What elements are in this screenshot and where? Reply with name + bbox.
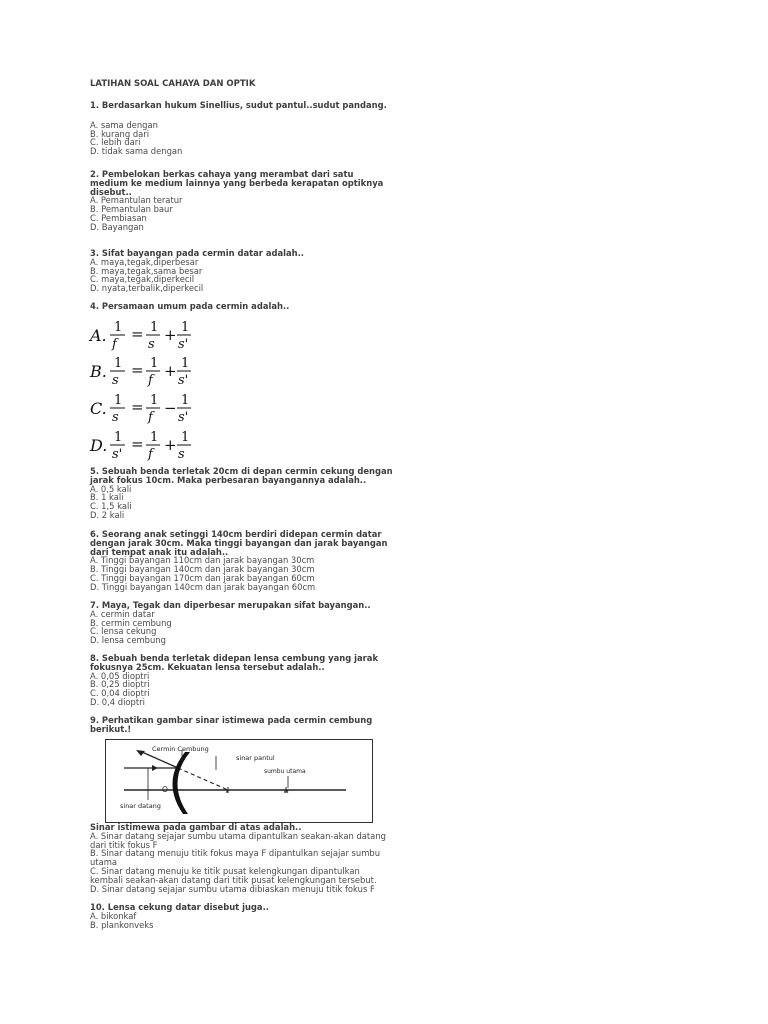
equation-a (90, 318, 210, 352)
question-2 (90, 170, 420, 232)
question-7-option-c: C. lensa cekung (90, 626, 157, 637)
question-6-text-line: dari tempat anak itu adalah.. (90, 546, 229, 557)
numerator: 1 (114, 320, 123, 335)
question-8-option-d: D. 0,4 dioptri (90, 696, 145, 707)
question-9-option-d-line: D. Sinar datang sejajar sumbu utama dibiaskan menuju titik fokus F (90, 883, 375, 894)
question-1-option-b: B. kurang dari (90, 128, 150, 139)
equation-d (90, 428, 210, 462)
equation-label: C. (90, 399, 107, 418)
ray-diagram (106, 740, 372, 822)
question-5-text-line: jarak fokus 10cm. Maka perbesaran bayangannya adalah.. (90, 474, 367, 485)
numerator: 1 (150, 430, 159, 445)
question-3-option-d: D. nyata,terbalik,diperkecil (90, 283, 204, 294)
denominator: f (112, 337, 117, 352)
question-5 (90, 467, 420, 520)
numerator: 1 (150, 393, 159, 408)
question-9-option-b-line: B. Sinar datang menuju titik fokus maya F dipantulkan sejajar sumbu (90, 848, 380, 859)
question-2-option-b: B. Pemantulan baur (90, 204, 173, 215)
question-3-option-b: B. maya,tegak,sama besar (90, 265, 203, 276)
question-9-option-c-line: kembali seakan-akan datang dari titik pusat kelengkungan tersebut. (90, 874, 377, 885)
denominator: f (148, 410, 153, 425)
denominator: s (112, 373, 119, 388)
question-3-text: 3. Sifat bayangan pada cermin datar adalah.. (90, 248, 304, 258)
denominator: s' (178, 337, 189, 352)
question-9-text-line: berikut.! (90, 723, 132, 734)
equation-label: B. (90, 362, 107, 381)
question-2-option-c: C. Pembiasan (90, 212, 147, 223)
question-3-option-c: C. maya,tegak,diperkecil (90, 274, 195, 285)
denominator: s (178, 447, 185, 462)
convex-mirror-shape (172, 752, 190, 814)
question-5-text-line: 5. Sebuah benda terletak 20cm di depan cermin cekung dengan (90, 466, 393, 476)
center-label: M (284, 790, 289, 795)
equation-label: A. (90, 326, 107, 345)
numerator: 1 (181, 356, 190, 371)
virtual-ray-dashed-line (178, 768, 228, 790)
question-9-option-c-line: C. Sinar datang menuju ke titik pusat kelengkungan dipantulkan (90, 865, 360, 876)
question-4-option-d (90, 428, 210, 462)
incident-ray-label: sinar datang (120, 802, 161, 810)
question-1-option-c: C. lebih dari (90, 137, 141, 148)
numerator: 1 (181, 393, 190, 408)
question-9-option-b-line: utama (90, 857, 118, 868)
equation-b (90, 354, 210, 388)
question-6-text-line: 6. Seorang anak setinggi 140cm berdiri didepan cermin datar (90, 529, 382, 539)
question-5-option-a: A. 0,5 kali (90, 483, 132, 494)
question-7-text: 7. Maya, Tegak dan diperbesar merupakan sifat bayangan.. (90, 600, 371, 610)
numerator: 1 (181, 430, 190, 445)
equation-c (90, 391, 210, 425)
question-4-text: 4. Persamaan umum pada cermin adalah.. (90, 301, 290, 311)
question-1-option-d: D. tidak sama dengan (90, 146, 183, 157)
question-2-text-line: disebut.. (90, 186, 132, 197)
convex-mirror-diagram (105, 739, 373, 823)
question-7-option-d: D. lensa cembung (90, 635, 166, 646)
question-7-option-b: B. cermin cembung (90, 617, 172, 628)
question-3 (90, 249, 420, 293)
question-8 (90, 654, 420, 707)
question-1 (90, 101, 420, 156)
numerator: 1 (150, 320, 159, 335)
question-9-option-a-line: A. Sinar datang sejajar sumbu utama dipantulkan seakan-akan datang (90, 830, 386, 841)
reflected-ray-label: sinar pantul (236, 754, 275, 762)
denominator: s (148, 337, 155, 352)
numerator: 1 (114, 356, 123, 371)
question-2-text-line: medium ke medium lainnya yang berbeda kerapatan optiknya (90, 177, 384, 188)
operator-sign: + (164, 326, 177, 344)
denominator: s' (178, 410, 189, 425)
question-4-option-b (90, 354, 210, 388)
denominator: f (148, 373, 153, 388)
equals-sign: = (131, 435, 144, 453)
origin-label: O (162, 785, 168, 794)
question-9 (90, 716, 420, 734)
question-7 (90, 601, 420, 645)
operator-sign: + (164, 436, 177, 454)
question-10 (90, 903, 420, 929)
question-9-option-a-line: dari titik fokus F (90, 839, 158, 850)
question-8-option-c: C. 0,04 dioptri (90, 688, 150, 699)
question-8-option-a: A. 0,05 dioptri (90, 670, 150, 681)
question-2-option-d: D. Bayangan (90, 221, 144, 232)
denominator: s' (178, 373, 189, 388)
focus-label: F (226, 790, 230, 795)
question-8-option-b: B. 0,25 dioptri (90, 679, 150, 690)
question-10-option-a: A. bikonkaf (90, 910, 137, 921)
question-6 (90, 530, 420, 592)
question-9-answers (90, 823, 410, 893)
equation-label: D. (90, 436, 108, 455)
numerator: 1 (114, 430, 123, 445)
question-5-option-c: C. 1,5 kali (90, 501, 132, 512)
question-6-option-b: B. Tinggi bayangan 140cm dan jarak bayangan 30cm (90, 564, 315, 575)
operator-sign: + (164, 362, 177, 380)
numerator: 1 (114, 393, 123, 408)
question-1-text: 1. Berdasarkan hukum Sinellius, sudut pantul..sudut pandang. (90, 100, 387, 110)
equals-sign: = (131, 325, 144, 343)
question-9-text-line: 9. Perhatikan gambar sinar istimewa pada cermin cembung (90, 715, 373, 725)
mirror-label: Cermin Cembung (152, 745, 209, 753)
denominator: s (112, 410, 119, 425)
reflected-ray-line (142, 752, 178, 768)
question-9-subtext: Sinar istimewa pada gambar di atas adalah.. (90, 822, 302, 832)
question-4-option-a (90, 318, 210, 352)
question-2-option-a: A. Pemantulan teratur (90, 195, 183, 206)
denominator: s' (112, 447, 123, 462)
question-10-option-b: B. plankonveks (90, 919, 154, 930)
document-title: LATIHAN SOAL CAHAYA DAN OPTIK (90, 79, 256, 89)
question-4 (90, 302, 420, 311)
incident-ray-arrow-icon (152, 765, 158, 771)
operator-sign: − (164, 399, 177, 417)
question-7-option-a: A. cermin datar (90, 608, 155, 619)
question-4-option-c (90, 391, 210, 425)
numerator: 1 (150, 356, 159, 371)
question-1-option-a: A. sama dengan (90, 119, 158, 130)
question-6-option-d: D. Tinggi bayangan 140cm dan jarak bayangan 60cm (90, 581, 316, 592)
equals-sign: = (131, 361, 144, 379)
denominator: f (148, 447, 153, 462)
question-3-option-a: A. maya,tegak,diperbesar (90, 256, 199, 267)
question-5-option-d: D. 2 kali (90, 509, 125, 520)
question-6-text-line: dengan jarak 30cm. Maka tinggi bayangan dan jarak bayangan (90, 537, 388, 548)
principal-axis-label: sumbu utama (264, 768, 306, 775)
question-10-text: 10. Lensa cekung datar disebut juga.. (90, 902, 269, 912)
equals-sign: = (131, 398, 144, 416)
question-6-option-a: A. Tinggi bayangan 110cm dan jarak bayangan 30cm (90, 555, 315, 566)
question-6-option-c: C. Tinggi bayangan 170cm dan jarak bayangan 60cm (90, 572, 315, 583)
question-8-text-line: 8. Sebuah benda terletak didepan lensa cembung yang jarak (90, 653, 379, 663)
numerator: 1 (181, 320, 190, 335)
question-8-text-line: fokusnya 25cm. Kekuatan lensa tersebut adalah.. (90, 661, 325, 672)
question-2-text-line: 2. Pembelokan berkas cahaya yang merambat dari satu (90, 169, 354, 179)
question-5-option-b: B. 1 kali (90, 492, 124, 503)
